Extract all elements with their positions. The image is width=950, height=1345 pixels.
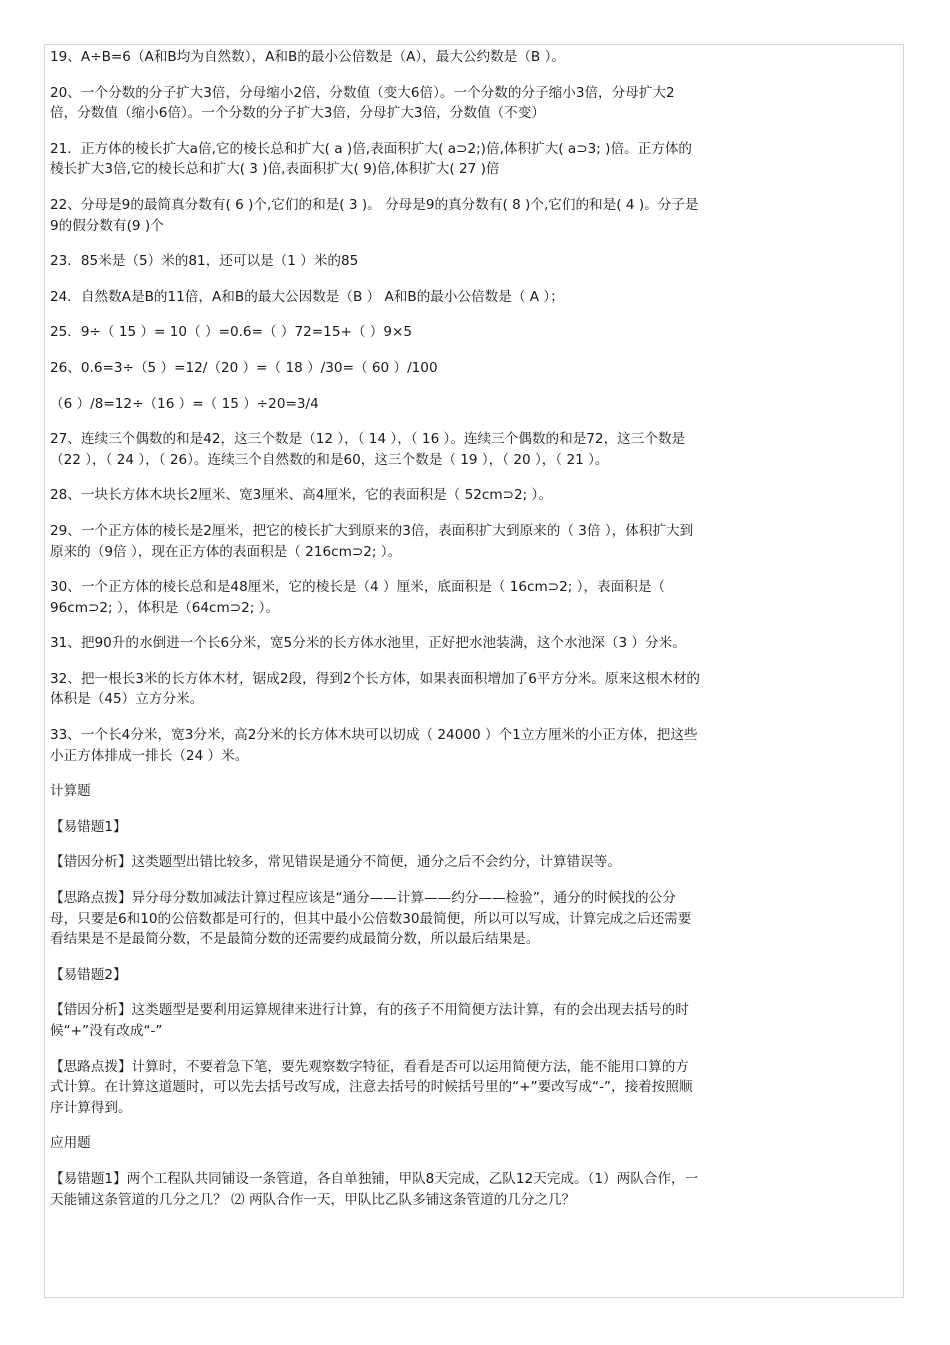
document-page <box>44 44 904 1298</box>
error-analysis-1: 【错因分析】这类题型出错比较多，常见错误是通分不简便，通分之后不会约分，计算错误等。 <box>50 854 621 871</box>
paragraph-q28: 28、一块长方体木块长2厘米、宽3厘米、高4厘米，它的表面积是（ 52cm⊃2; ）。 <box>50 487 552 504</box>
mistake-heading-2: 【易错题2】 <box>50 966 127 983</box>
paragraph-q29: 29、一个正方体的棱长是2厘米，把它的棱长扩大到原来的3倍，表面积扩大到原来的（ 3倍 ），体积扩大到原来的（9倍 ），现在正方体的表面积是（ 216cm⊃2; ）。 <box>50 522 694 560</box>
paragraph-q31: 31、把90升的水倒进一个长6分米，宽5分米的长方体水池里，正好把水池装满，这个水池深（3 ）分米。 <box>50 635 686 652</box>
paragraph-q22: 22、分母是9的最简真分数有( 6 )个,它们的和是( 3 )。 分母是9的真分数有( 8 )个,它们的和是( 4 )。分子是9的假分数有(9 )个 <box>50 196 699 234</box>
solution-hint-1: 【思路点拨】异分母分数加减法计算过程应该是“通分——计算——约分——检验”，通分的时候找的公分母，只要是6和10的公倍数都是可行的，但其中最小公倍数30最简便，所以可以写成，计算完成之后还需要看结果是不是最简分数，不是最简分数的还需要约成最简分数，所以最后结果是。 <box>50 890 692 948</box>
paragraph-q33: 33、一个长4分米，宽3分米，高2分米的长方体木块可以切成（ 24000 ）个1立方厘米的小正方体，把这些小正方体排成一排长（24 ）米。 <box>50 727 698 764</box>
section-heading-calculation: 计算题 <box>50 783 91 800</box>
section-heading-application: 应用题 <box>50 1135 91 1152</box>
paragraph-q24: 24．自然数A是B的11倍，A和B的最大公因数是（B ） A和B的最小公倍数是（ A ）； <box>50 288 564 305</box>
paragraph-q27: 27、连续三个偶数的和是42，这三个数是（12 ），（ 14 ），（ 16 ）。连续三个偶数的和是72，这三个数是（22 ），（ 24 ），（ 26）。连续三个自然数的和是60，这三个数是（ 19 ），（ 20 ），（ 21 ）。 <box>50 431 686 468</box>
paragraph-q20: 20、一个分数的分子扩大3倍，分母缩小2倍，分数值（变大6倍）。一个分数的分子缩小3倍，分母扩大2倍，分数值（缩小6倍）。一个分数的分子扩大3倍，分母扩大3倍，分数值（不变） <box>50 84 675 122</box>
paragraph-q26-continued: （6 ）/8=12÷（16 ）=（ 15 ）÷20=3/4 <box>50 395 319 412</box>
paragraph-q25: 25．9÷（ 15 ）= 10（ ）=0.6=（ ）72=15+（ ）9×5 <box>50 324 413 341</box>
paragraph-q32: 32、把一根长3米的长方体木材，锯成2段，得到2个长方体，如果表面积增加了6平方分米。原来这根木材的体积是（45）立方分米。 <box>50 670 701 708</box>
paragraph-q23: 23．85米是（5）米的81，还可以是（1 ）米的85 <box>50 253 359 270</box>
solution-hint-2: 【思路点拨】计算时，不要着急下笔，要先观察数字特征，看看是否可以运用简便方法，能不能用口算的方式计算。在计算这道题时，可以先去括号改写成，注意去括号的时候括号里的“+”要改写成“-”，接着按照顺序计算得到。 <box>50 1058 693 1116</box>
paragraph-q19: 19、A÷B=6（A和B均为自然数），A和B的最小公倍数是（A），最大公约数是（B ）。 <box>50 49 565 65</box>
paragraph-q21: 21．正方体的棱长扩大a倍,它的棱长总和扩大( a )倍,表面积扩大( a⊃2;)倍,体积扩大( a⊃3; )倍。正方体的棱长扩大3倍,它的棱长总和扩大( 3 )倍,表面积扩大( 9)倍,体积扩大( 27 )倍 <box>50 140 693 178</box>
paragraph-q26: 26、0.6=3÷（5 ）=12/（20 ）=（ 18 ）/30=（ 60 ）/100 <box>50 359 438 376</box>
error-analysis-2: 【错因分析】这类题型是要利用运算规律来进行计算，有的孩子不用简便方法计算，有的会出现去括号的时候“+”没有改成“-” <box>50 1002 689 1039</box>
paragraph-q30: 30、一个正方体的棱长总和是48厘米，它的棱长是（4 ）厘米，底面积是（ 16cm⊃2; ），表面积是（ 96cm⊃2; ），体积是（64cm⊃2; ）。 <box>50 579 666 616</box>
document-content <box>50 47 700 1225</box>
application-mistake-1: 【易错题1】两个工程队共同铺设一条管道，各自单独铺，甲队8天完成，乙队12天完成。（1）两队合作，一天能铺这条管道的几分之几？ ⑵ 两队合作一天，甲队比乙队多铺这条管道的几分之几？ <box>50 1170 699 1208</box>
mistake-heading-1: 【易错题1】 <box>50 818 127 835</box>
